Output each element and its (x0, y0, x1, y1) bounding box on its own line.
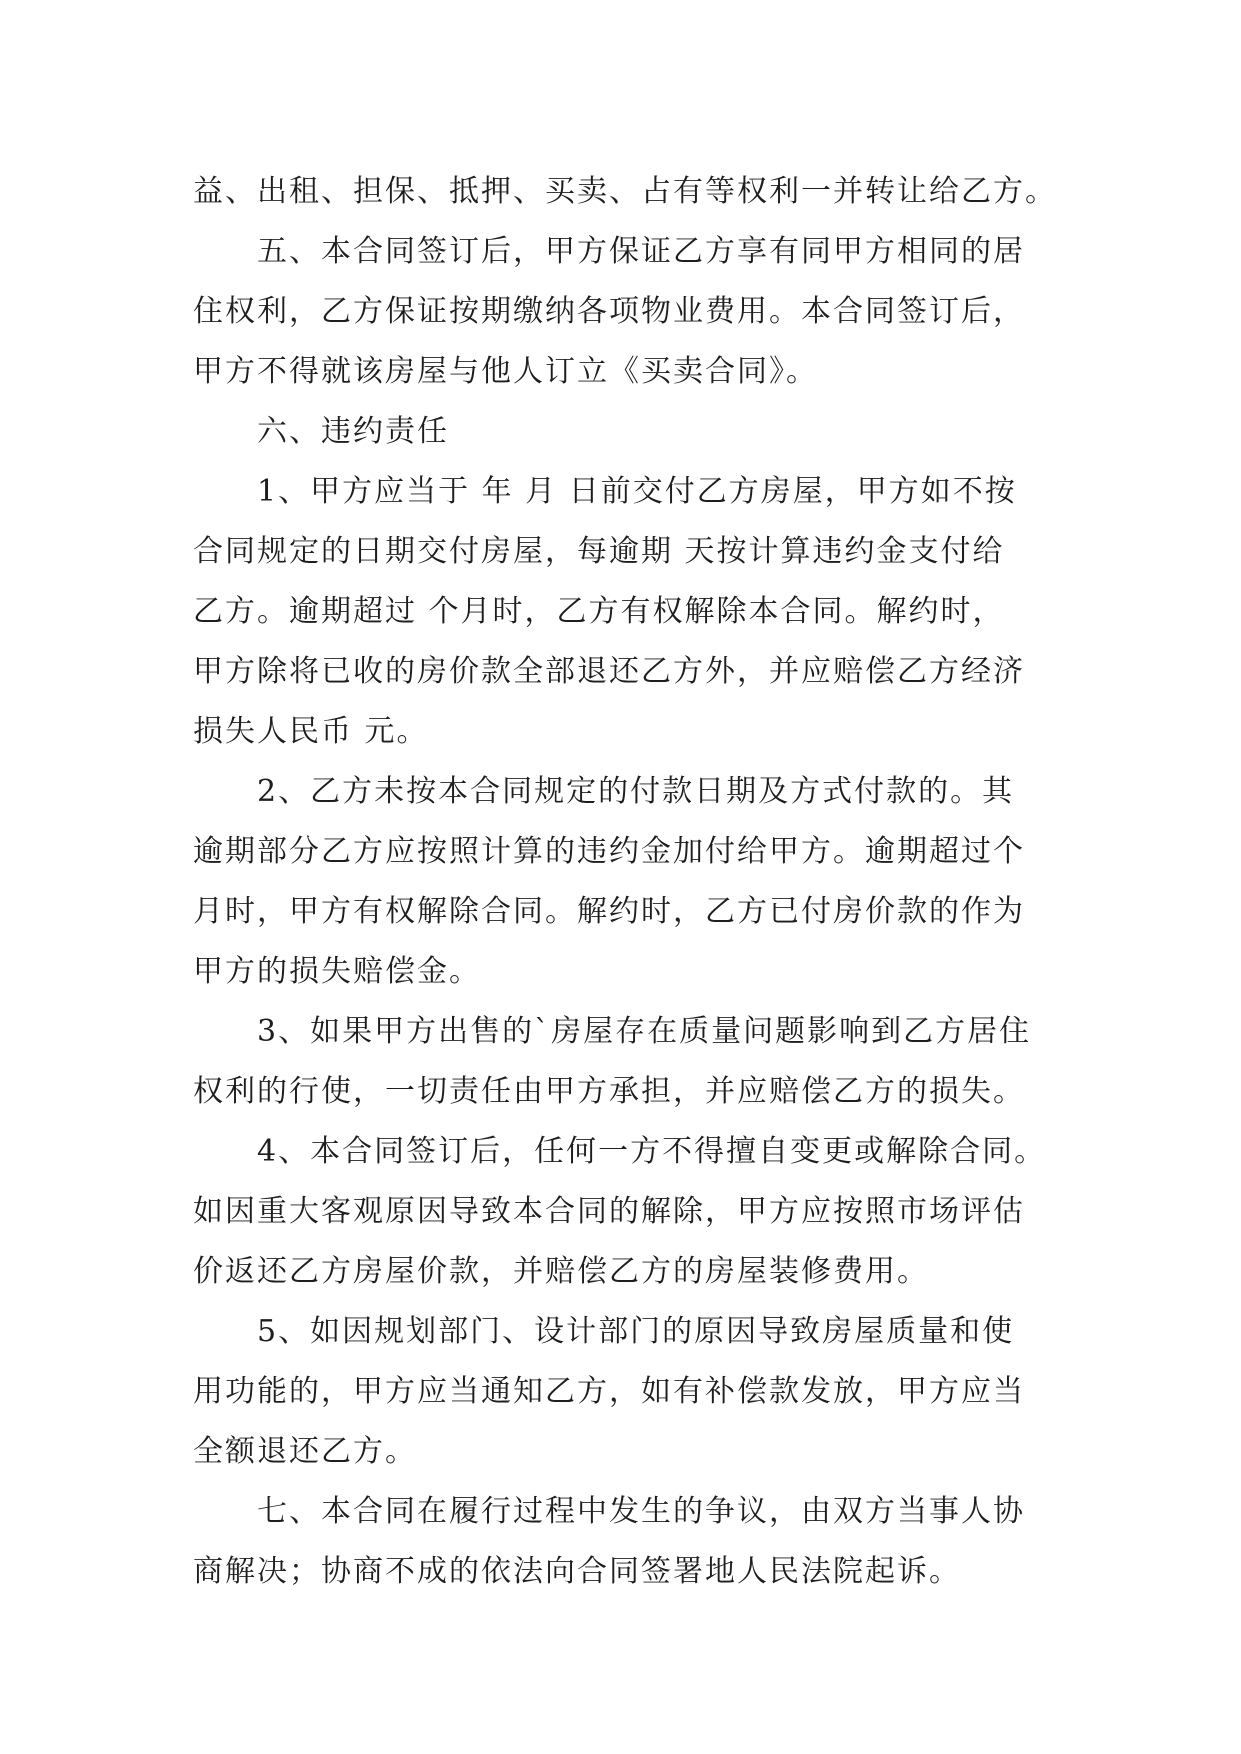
text-line-12: 逾期部分乙方应按照计算的违约金加付给甲方。逾期超过个 (193, 834, 1025, 869)
text-line-10: 损失人民币 元。 (193, 714, 429, 749)
contract-body (193, 162, 1073, 1602)
text-line-1: 益、出租、担保、抵押、买卖、占有等权利一并转让给乙方。 (193, 174, 1057, 209)
text-line-9: 甲方除将已收的房价款全部退还乙方外，并应赔偿乙方经济 (193, 654, 1025, 689)
text-line-11: 2、乙方未按本合同规定的付款日期及方式付款的。其 (257, 774, 1015, 809)
text-line-18: 如因重大客观原因导致本合同的解除，甲方应按照市场评估 (193, 1194, 1025, 1229)
text-line-23: 七、本合同在履行过程中发生的争议，由双方当事人协 (257, 1494, 1025, 1529)
text-line-19: 价返还乙方房屋价款，并赔偿乙方的房屋装修费用。 (193, 1254, 929, 1289)
text-line-16: 权利的行使，一切责任由甲方承担，并应赔偿乙方的损失。 (193, 1074, 1025, 1109)
text-line-14: 甲方的损失赔偿金。 (193, 954, 481, 989)
text-line-6: 1、甲方应当于 年 月 日前交付乙方房屋，甲方如不按 (257, 474, 1017, 509)
text-line-4: 甲方不得就该房屋与他人订立《买卖合同》。 (193, 354, 818, 389)
text-line-24: 商解决；协商不成的依法向合同签署地人民法院起诉。 (193, 1554, 961, 1589)
text-line-3: 住权利，乙方保证按期缴纳各项物业费用。本合同签订后， (193, 294, 1025, 329)
text-line-8: 乙方。逾期超过 个月时，乙方有权解除本合同。解约时， (193, 594, 1005, 629)
text-line-15: 3、如果甲方出售的`房屋存在质量问题影响到乙方居住 (257, 1014, 1032, 1049)
text-line-13: 月时，甲方有权解除合同。解约时，乙方已付房价款的作为 (193, 894, 1025, 929)
text-line-2: 五、本合同签订后，甲方保证乙方享有同甲方相同的居 (257, 234, 1025, 269)
text-line-17: 4、本合同签订后，任何一方不得擅自变更或解除合同。 (257, 1134, 1047, 1169)
text-line-20: 5、如因规划部门、设计部门的原因导致房屋质量和使 (257, 1314, 1015, 1349)
section-heading-breach: 六、违约责任 (257, 414, 449, 449)
text-line-22: 全额退还乙方。 (193, 1434, 417, 1469)
text-line-21: 用功能的，甲方应当通知乙方，如有补偿款发放，甲方应当 (193, 1374, 1025, 1409)
text-line-7: 合同规定的日期交付房屋，每逾期 天按计算违约金支付给 (193, 534, 1005, 569)
